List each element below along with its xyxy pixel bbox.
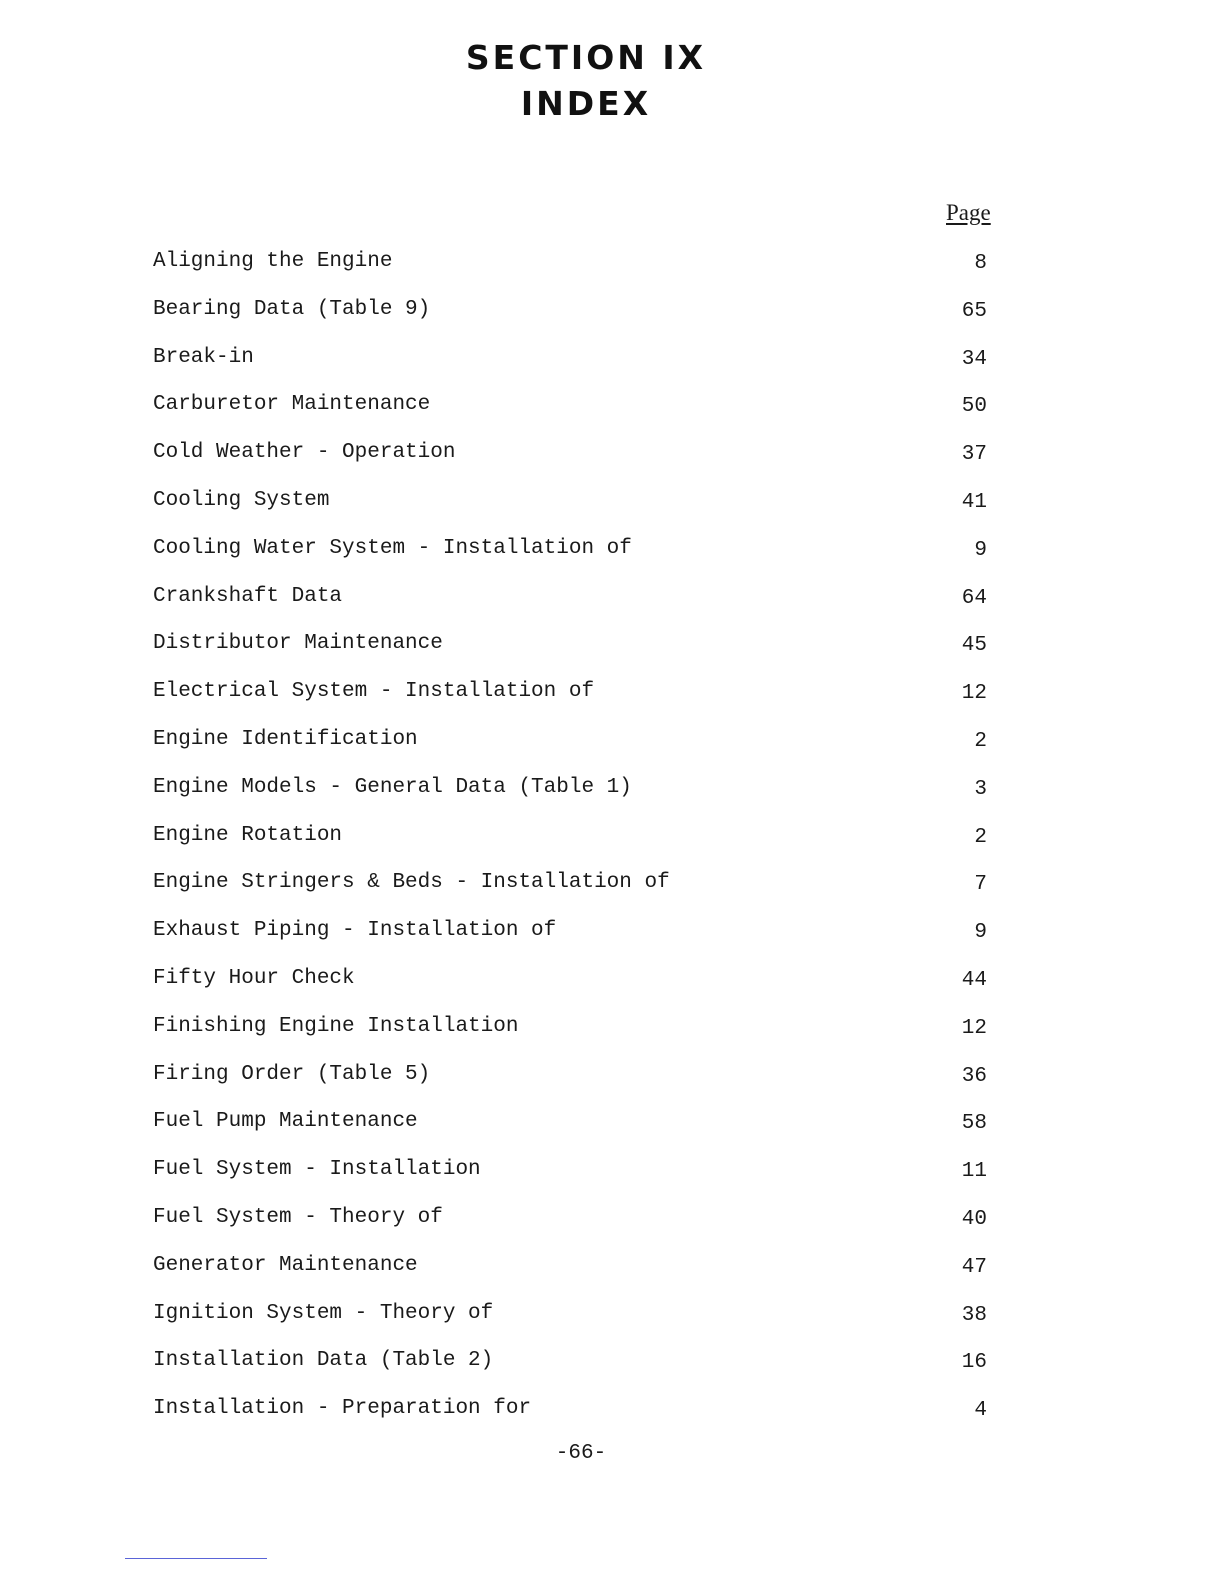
entry-label: Finishing Engine Installation: [153, 1014, 519, 1038]
entry-page-number: 4: [974, 1399, 987, 1423]
index-entry: [153, 389, 1003, 437]
entry-label: Engine Rotation: [153, 823, 343, 847]
page-column-header: Page: [946, 200, 991, 225]
entry-label: Carburetor Maintenance: [153, 393, 431, 417]
entry-label: Cooling System: [153, 488, 330, 512]
index-entry: [153, 1011, 1003, 1059]
index-entry: [153, 533, 1003, 581]
entry-label: Distributor Maintenance: [153, 632, 443, 656]
entry-label: Bearing Data (Table 9): [153, 297, 431, 321]
index-entry: [153, 1250, 1003, 1298]
entry-page-number: 2: [974, 729, 987, 753]
index-entry: [153, 867, 1003, 915]
entry-page-number: 36: [961, 1064, 987, 1088]
entry-label: Engine Models - General Data (Table 1): [153, 775, 632, 799]
entry-label: Engine Stringers & Beds - Installation of: [153, 871, 670, 895]
entry-label: Firing Order (Table 5): [153, 1062, 431, 1086]
index-entry: [153, 628, 1003, 676]
entry-page-number: 9: [974, 921, 987, 945]
index-entry: [153, 342, 1003, 390]
index-list: [153, 246, 1003, 1441]
index-entry: [153, 437, 1003, 485]
index-entry: [153, 724, 1003, 772]
entry-page-number: 37: [961, 443, 987, 467]
entry-page-number: 45: [961, 634, 987, 658]
index-entry: [153, 772, 1003, 820]
index-entry: [153, 485, 1003, 533]
entry-page-number: 64: [961, 586, 987, 610]
entry-label: Exhaust Piping - Installation of: [153, 919, 557, 943]
index-entry: [153, 294, 1003, 342]
entry-label: Electrical System - Installation of: [153, 680, 595, 704]
section-heading: SECTION IX: [465, 38, 707, 77]
entry-label: Aligning the Engine: [153, 250, 393, 273]
entry-page-number: 47: [961, 1255, 987, 1279]
entry-page-number: 16: [961, 1351, 987, 1375]
entry-label: Cold Weather - Operation: [153, 441, 456, 465]
index-entry: [153, 1059, 1003, 1107]
index-entry: [153, 1393, 1003, 1441]
index-title: INDEX: [520, 84, 652, 123]
entry-label: Cooling Water System - Installation of: [153, 536, 632, 560]
entry-label: Fuel Pump Maintenance: [153, 1110, 418, 1134]
index-entry: [153, 1202, 1003, 1250]
entry-page-number: 44: [961, 968, 987, 992]
entry-page-number: 3: [974, 777, 987, 801]
entry-label: Fuel System - Installation: [153, 1158, 481, 1182]
entry-label: Crankshaft Data: [153, 584, 343, 608]
index-entry: [153, 1154, 1003, 1202]
index-entry: [153, 1106, 1003, 1154]
entry-label: Installation Data (Table 2): [153, 1349, 494, 1373]
entry-page-number: 12: [961, 682, 987, 706]
footer-divider: [125, 1558, 267, 1559]
index-entry: [153, 246, 1003, 294]
entry-label: Installation - Preparation for: [153, 1397, 532, 1421]
index-entry: [153, 1298, 1003, 1346]
entry-page-number: 12: [961, 1016, 987, 1040]
entry-page-number: 38: [961, 1303, 987, 1327]
entry-page-number: 50: [961, 395, 987, 419]
entry-page-number: 8: [974, 252, 987, 275]
entry-page-number: 58: [961, 1112, 987, 1136]
entry-label: Generator Maintenance: [153, 1253, 418, 1277]
entry-page-number: 2: [974, 825, 987, 849]
entry-page-number: 41: [961, 490, 987, 514]
entry-label: Engine Identification: [153, 727, 418, 751]
entry-label: Fifty Hour Check: [153, 966, 355, 990]
entry-page-number: 9: [974, 538, 987, 562]
index-entry: [153, 963, 1003, 1011]
index-entry: [153, 676, 1003, 724]
index-entry: [153, 581, 1003, 629]
entry-page-number: 65: [961, 299, 987, 323]
entry-page-number: 40: [961, 1207, 987, 1231]
index-entry: [153, 1345, 1003, 1393]
entry-page-number: 34: [961, 347, 987, 371]
index-entry: [153, 915, 1003, 963]
page-number-footer: -66-: [555, 1442, 607, 1465]
entry-page-number: 7: [974, 873, 987, 897]
entry-label: Break-in: [153, 345, 254, 369]
index-entry: [153, 820, 1003, 868]
entry-label: Ignition System - Theory of: [153, 1301, 494, 1325]
entry-label: Fuel System - Theory of: [153, 1205, 443, 1229]
entry-page-number: 11: [961, 1160, 987, 1184]
